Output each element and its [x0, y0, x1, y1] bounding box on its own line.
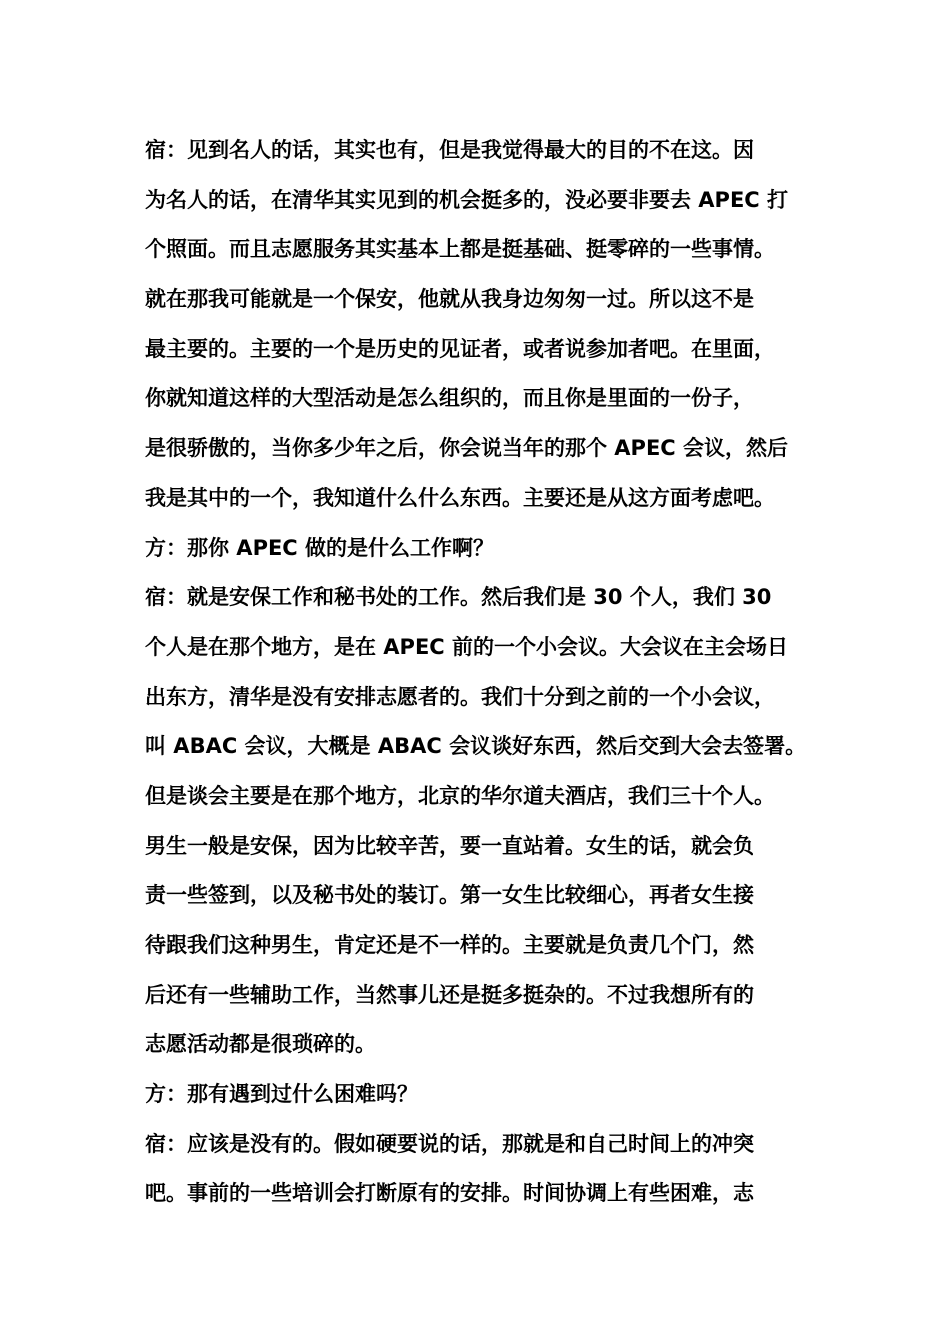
text-line: 个人是在那个地方，是在 APEC 前的一个小会议。大会议在主会场日: [145, 634, 789, 659]
text-line: 待跟我们这种男生，肯定还是不一样的。主要就是负责几个门，然: [145, 933, 754, 957]
text-line: 吧。事前的一些培训会打断原有的安排。时间协调上有些困难，志: [145, 1181, 754, 1206]
text-line: 就在那我可能就是一个保安，他就从我身边匆匆一过。所以这不是: [145, 287, 754, 312]
text-line: 最主要的。主要的一个是历史的见证者，或者说参加者吧。在里面，: [145, 336, 775, 361]
question-line: 方：那有遇到过什么困难吗？: [145, 1082, 418, 1107]
text-line: 为名人的话，在清华其实见到的机会挺多的，没必要非要去 APEC 打: [145, 187, 789, 212]
text-line: 但是谈会主要是在那个地方，北京的华尔道夫酒店，我们三十个人。: [145, 783, 775, 808]
text-line: 叫 ABAC 会议，大概是 ABAC 会议谈好东西，然后交到大会去签署。: [145, 734, 807, 759]
interview-text: [145, 126, 835, 1219]
text-line: 出东方，清华是没有安排志愿者的。我们十分到之前的一个小会议，: [145, 684, 775, 709]
text-line: 志愿活动都是很琐碎的。: [145, 1032, 376, 1057]
text-line: 后还有一些辅助工作，当然事儿还是挺多挺杂的。不过我想所有的: [145, 982, 754, 1007]
text-line: 我是其中的一个，我知道什么什么东西。主要还是从这方面考虑吧。: [145, 485, 775, 510]
question-line: 方：那你 APEC 做的是什么工作啊？: [145, 535, 495, 560]
text-line: 你就知道这样的大型活动是怎么组织的，而且你是里面的一份子，: [145, 386, 754, 411]
text-line: 个照面。而且志愿服务其实基本上都是挺基础、挺零碎的一些事情。: [145, 237, 775, 262]
text-line: 宿：见到名人的话，其实也有，但是我觉得最大的目的不在这。因: [145, 138, 754, 162]
text-line: 男生一般是安保，因为比较辛苦，要一直站着。女生的话，就会负: [145, 833, 754, 858]
text-line: 是很骄傲的，当你多少年之后，你会说当年的那个 APEC 会议，然后: [145, 436, 789, 461]
text-line: 宿：就是安保工作和秘书处的工作。然后我们是 30 个人，我们 30: [145, 585, 772, 610]
text-line: 宿：应该是没有的。假如硬要说的话，那就是和自己时间上的冲突: [145, 1131, 754, 1156]
text-line: 责一些签到，以及秘书处的装订。第一女生比较细心，再者女生接: [145, 883, 754, 908]
